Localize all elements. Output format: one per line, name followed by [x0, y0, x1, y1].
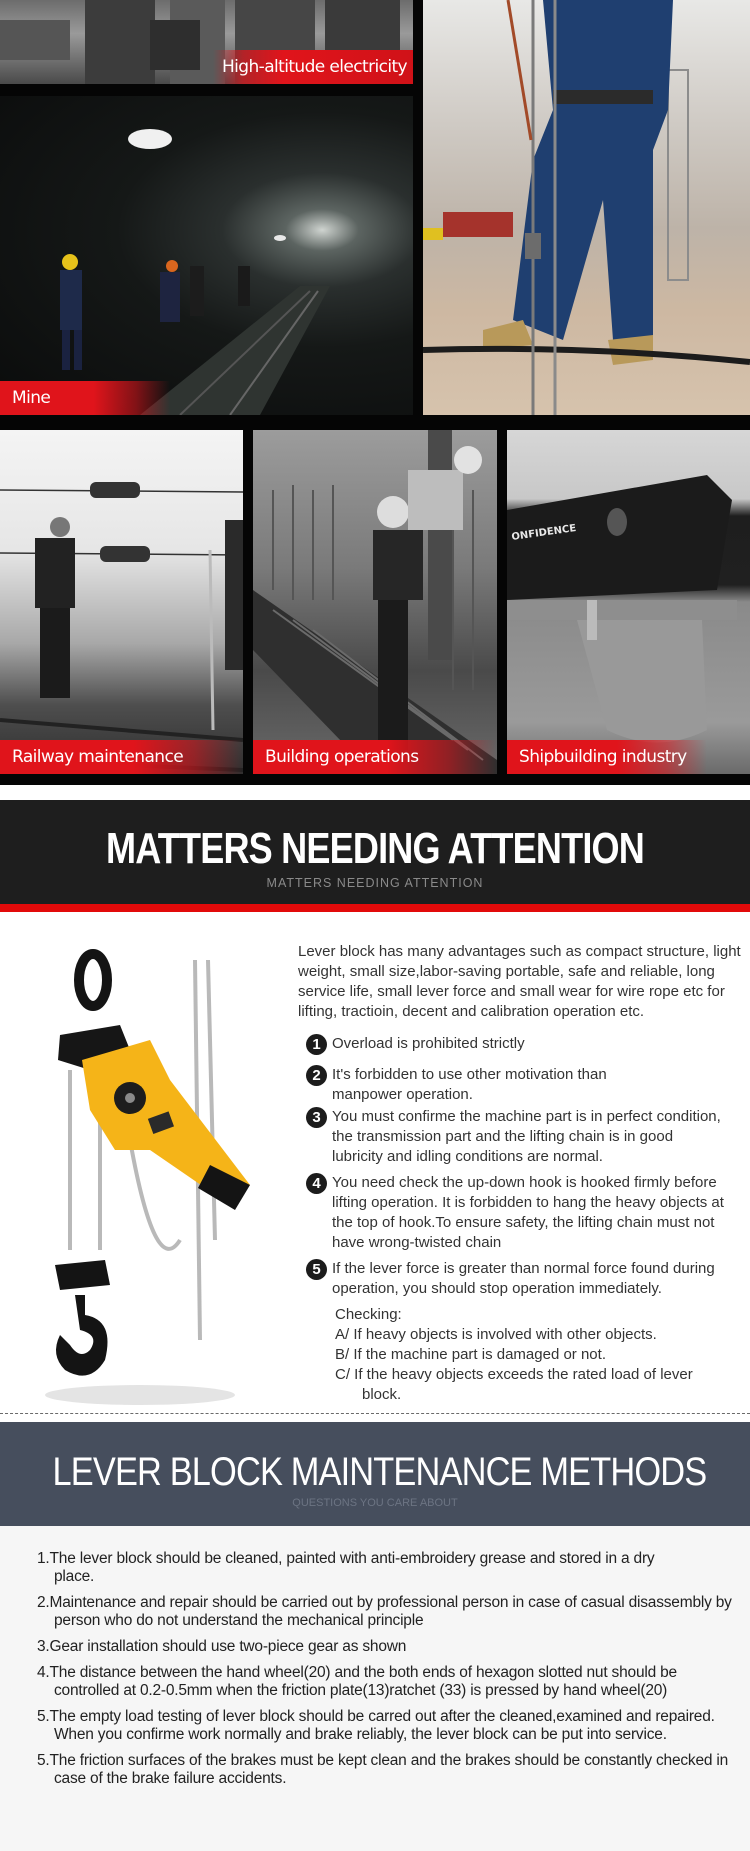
rule-text: You need check the up-down hook is hooked firmly before lifting operation. It is forbidden to hang the heavy objects at the top of hook.To ensure safety, the lifting chain must not have wrong-twisted chain: [332, 1174, 724, 1251]
svg-text:ONFIDENCE: ONFIDENCE: [510, 523, 577, 543]
photo-building-operations: [253, 430, 497, 774]
rule-item: [298, 1065, 750, 1105]
rule-text: It's forbidden to use other motivation than manpower operation.: [332, 1066, 607, 1103]
checking-item: C/ If the heavy objects exceeds the rated load of lever block.: [335, 1366, 693, 1403]
number-badge-icon: 4: [306, 1173, 327, 1194]
caption-shipbuilding-industry: Shipbuilding industry: [507, 740, 707, 774]
photo-tower-worker: [423, 0, 750, 415]
maintenance-subtitle: QUESTIONS YOU CARE ABOUT: [292, 1497, 458, 1509]
maintenance-list: [37, 1550, 737, 1796]
maintenance-content: [0, 1526, 750, 1851]
attention-intro: Lever block has many advantages such as compact structure, light weight, small size,labor-saving portable, safe and reliable, long service life, small lever force and small wear for wire rope etc for lifting, tractioin, decent and calibration operation etc.: [298, 943, 741, 1020]
caption-railway-maintenance: Railway maintenance: [0, 740, 243, 774]
ship-hull-image: [507, 430, 750, 774]
rule-text: Overload is prohibited strictly: [332, 1035, 525, 1052]
building-site-image: [253, 430, 497, 774]
caption-high-altitude-electricity: High-altitude electricity: [213, 50, 413, 84]
checking-item: A/ If heavy objects is involved with other objects.: [335, 1326, 657, 1343]
accent-divider: [0, 904, 750, 912]
photo-railway-maintenance: [0, 430, 243, 774]
maintenance-item: 5.The empty load testing of lever block should be carred out after the cleaned,examined and repaired. When you confirme work normally and brake reliably, the lever block can be put into service.: [37, 1708, 715, 1743]
checking-label: Checking:: [335, 1306, 402, 1323]
maintenance-header: [0, 1422, 750, 1526]
number-badge-icon: 3: [306, 1107, 327, 1128]
maintenance-item: 3.Gear installation should use two-piece gear as shown: [37, 1638, 407, 1655]
rule-item: [298, 1173, 750, 1253]
photo-shipbuilding-industry: [507, 430, 750, 774]
railway-image: [0, 430, 243, 774]
dashed-divider: [0, 1413, 750, 1414]
attention-subtitle: MATTERS NEEDING ATTENTION: [266, 876, 484, 890]
number-badge-icon: 5: [306, 1259, 327, 1280]
caption-building-operations: Building operations: [253, 740, 497, 774]
photo-high-altitude-electricity: [0, 0, 413, 84]
checking-item: B/ If the machine part is damaged or not.: [335, 1346, 606, 1363]
attention-header: [0, 800, 750, 904]
maintenance-item: 5.The friction surfaces of the brakes must be kept clean and the brakes should be constantly checked in case of the brake failure accidents.: [37, 1752, 729, 1787]
photo-mine: [0, 96, 413, 415]
rule-item: [298, 1259, 750, 1299]
maintenance-item: 1.The lever block should be cleaned, painted with anti-embroidery grease and stored in a dry place.: [37, 1550, 655, 1585]
mine-tunnel-image: [0, 96, 413, 415]
rule-item: [298, 1034, 750, 1055]
number-badge-icon: 1: [306, 1034, 327, 1055]
maintenance-item: 2.Maintenance and repair should be carried out by professional person in case of casual disassembly by person who do not understand the mechanical principle: [37, 1594, 732, 1629]
caption-mine: Mine: [0, 381, 170, 415]
attention-content: [298, 942, 750, 1405]
rule-text: You must confirme the machine part is in perfect condition, the transmission part and the lifting chain is in good lubricity and idling conditions are normal.: [332, 1108, 721, 1165]
rule-text: If the lever force is greater than normal force found during operation, you should stop operation immediately.: [332, 1260, 715, 1297]
number-badge-icon: 2: [306, 1065, 327, 1086]
lever-block-product-image: [30, 940, 280, 1410]
rule-item: [298, 1107, 750, 1167]
attention-title: MATTERS NEEDING ATTENTION: [105, 824, 645, 873]
maintenance-title: LEVER BLOCK MAINTENANCE METHODS: [52, 1450, 707, 1494]
maintenance-item: 4.The distance between the hand wheel(20) and the both ends of hexagon slotted nut should be controlled at 0.2-0.5mm when the friction plate(13)ratchet (33) is pressed by hand wheel(20): [37, 1664, 677, 1699]
checking-list: [298, 1305, 750, 1405]
tower-worker-image: [423, 0, 750, 415]
